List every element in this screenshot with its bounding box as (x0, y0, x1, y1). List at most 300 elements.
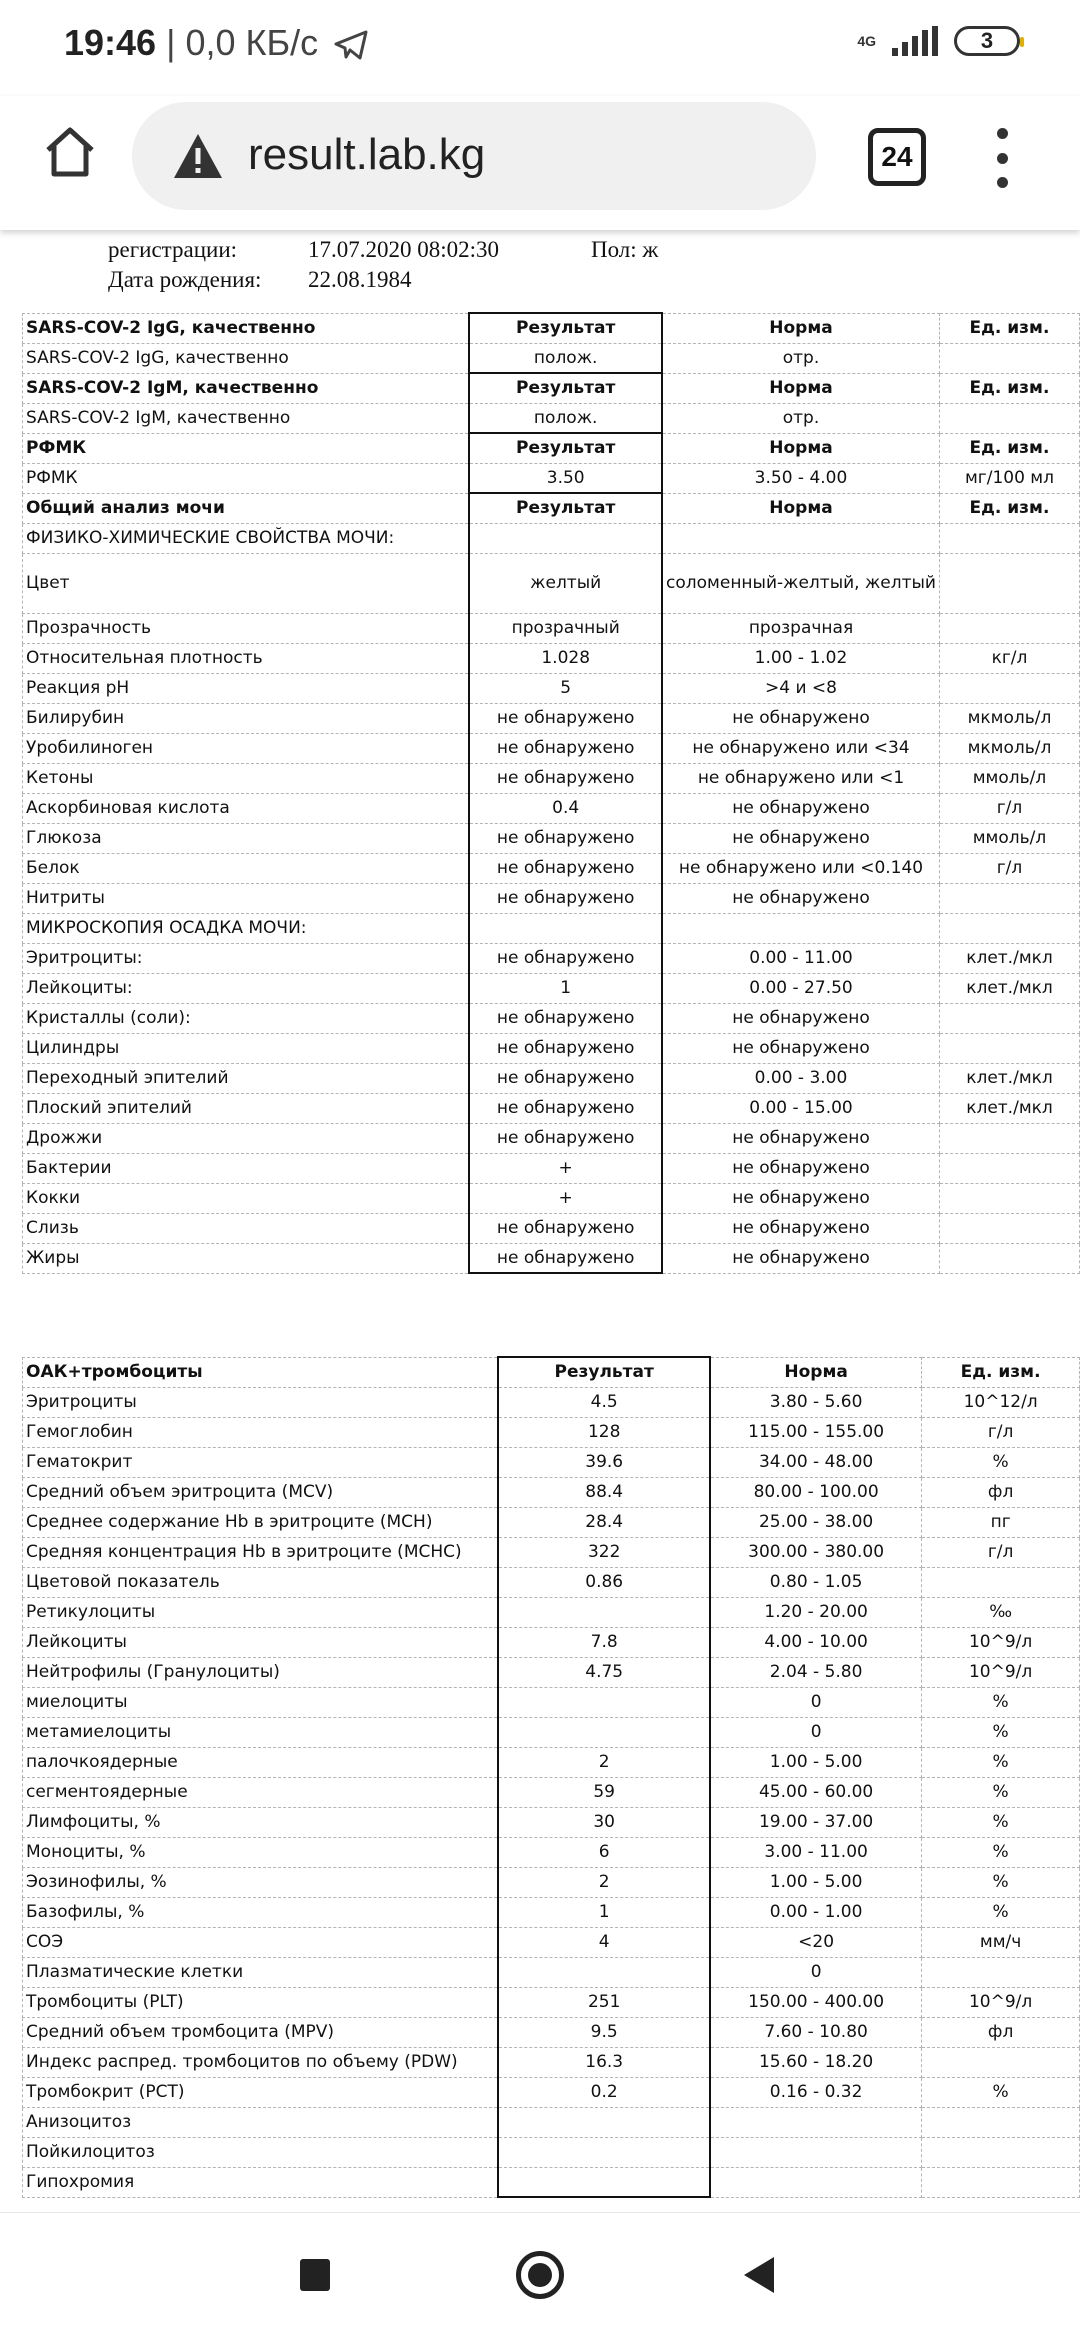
result-cell: + (469, 1153, 662, 1183)
test-name-cell: СОЭ (23, 1927, 499, 1957)
unit-cell (939, 403, 1079, 433)
norm-cell: 45.00 - 60.00 (710, 1777, 922, 1807)
result-cell: 128 (498, 1417, 710, 1447)
table-row (23, 523, 1080, 553)
test-name-cell: РФМК (23, 433, 470, 463)
test-name-cell: ФИЗИКО-ХИМИЧЕСКИЕ СВОЙСТВА МОЧИ: (23, 523, 470, 553)
norm-cell: 150.00 - 400.00 (710, 1987, 922, 2017)
test-name-cell: Слизь (23, 1213, 470, 1243)
norm-cell: Норма (662, 313, 939, 343)
result-cell: 4.75 (498, 1657, 710, 1687)
test-name-cell: Аскорбиновая кислота (23, 793, 470, 823)
result-cell (498, 2107, 710, 2137)
result-cell (469, 913, 662, 943)
test-name-cell: Лейкоциты: (23, 973, 470, 1003)
result-cell: не обнаружено (469, 1093, 662, 1123)
result-cell (498, 1957, 710, 1987)
table-row (23, 913, 1080, 943)
result-cell: не обнаружено (469, 1213, 662, 1243)
table-row (23, 793, 1080, 823)
table-row (23, 613, 1080, 643)
test-name-cell: Кокки (23, 1183, 470, 1213)
table-row (23, 883, 1080, 913)
test-name-cell: Индекс распред. тромбоцитов по объему (PDW) (23, 2047, 499, 2077)
home-button[interactable] (516, 2251, 564, 2299)
norm-cell: 4.00 - 10.00 (710, 1627, 922, 1657)
table-row (23, 1687, 1080, 1717)
result-cell: не обнаружено (469, 823, 662, 853)
test-name-cell: Пойкилоцитоз (23, 2137, 499, 2167)
norm-cell: 300.00 - 380.00 (710, 1537, 922, 1567)
table-row (23, 2137, 1080, 2167)
norm-cell: не обнаружено (662, 823, 939, 853)
result-cell: не обнаружено (469, 763, 662, 793)
separator: | (156, 22, 186, 63)
results-table-urine (22, 312, 1080, 1274)
norm-cell: отр. (662, 343, 939, 373)
result-cell: не обнаружено (469, 1003, 662, 1033)
unit-cell (939, 1003, 1079, 1033)
network-speed: 0,0 КБ/с (185, 22, 319, 63)
unit-cell: клет./мкл (939, 1063, 1079, 1093)
norm-cell: 0.00 - 27.50 (662, 973, 939, 1003)
norm-cell: 0 (710, 1687, 922, 1717)
table-row (23, 1567, 1080, 1597)
status-icons (857, 26, 1020, 56)
test-name-cell: Билирубин (23, 703, 470, 733)
navigation-bar (0, 2212, 1080, 2341)
norm-cell: не обнаружено (662, 1213, 939, 1243)
unit-cell (939, 553, 1079, 613)
test-name-cell: Эритроциты: (23, 943, 470, 973)
result-cell: прозрачный (469, 613, 662, 643)
unit-cell (939, 1033, 1079, 1063)
table-row (23, 1747, 1080, 1777)
table-row (23, 1987, 1080, 2017)
result-cell: 251 (498, 1987, 710, 2017)
battery-icon (954, 26, 1020, 56)
norm-cell: Норма (662, 433, 939, 463)
back-button[interactable] (744, 2257, 774, 2293)
table-row (23, 1447, 1080, 1477)
norm-cell: прозрачная (662, 613, 939, 643)
network-type: 4G (857, 33, 876, 49)
registration-value: 17.07.2020 08:02:30 (308, 237, 500, 262)
result-cell: полож. (469, 403, 662, 433)
result-cell: 3.50 (469, 463, 662, 493)
table-row (23, 1183, 1080, 1213)
result-cell: 1 (469, 973, 662, 1003)
table-row (23, 703, 1080, 733)
unit-cell: % (922, 1777, 1080, 1807)
result-cell: 39.6 (498, 1447, 710, 1477)
test-name-cell: Лимфоциты, % (23, 1807, 499, 1837)
table-row (23, 1597, 1080, 1627)
result-cell: 16.3 (498, 2047, 710, 2077)
unit-cell (939, 1243, 1079, 1273)
test-name-cell: Плазматические клетки (23, 1957, 499, 1987)
test-name-cell: Цветовой показатель (23, 1567, 499, 1597)
unit-cell (939, 1183, 1079, 1213)
table-row (23, 1123, 1080, 1153)
norm-cell: 3.00 - 11.00 (710, 1837, 922, 1867)
table-row (23, 1807, 1080, 1837)
norm-cell: не обнаружено (662, 1033, 939, 1063)
result-cell: не обнаружено (469, 853, 662, 883)
unit-cell (939, 1153, 1079, 1183)
result-cell: 30 (498, 1807, 710, 1837)
unit-cell: % (922, 1447, 1080, 1477)
table-row (23, 1897, 1080, 1927)
table-row (23, 1063, 1080, 1093)
result-cell: полож. (469, 343, 662, 373)
norm-cell: Норма (662, 373, 939, 403)
norm-cell: 2.04 - 5.80 (710, 1657, 922, 1687)
result-cell (498, 2137, 710, 2167)
unit-cell: пг (922, 1507, 1080, 1537)
table-row (23, 643, 1080, 673)
test-name-cell: Среднее содержание Hb в эритроците (MCH) (23, 1507, 499, 1537)
unit-cell: клет./мкл (939, 943, 1079, 973)
unit-cell: фл (922, 2017, 1080, 2047)
test-name-cell: Белок (23, 853, 470, 883)
norm-cell: не обнаружено (662, 1183, 939, 1213)
norm-cell: 3.50 - 4.00 (662, 463, 939, 493)
unit-cell (939, 883, 1079, 913)
norm-cell (662, 913, 939, 943)
test-name-cell: SARS-COV-2 IgG, качественно (23, 343, 470, 373)
norm-cell: не обнаружено (662, 883, 939, 913)
norm-cell: 115.00 - 155.00 (710, 1417, 922, 1447)
test-name-cell: Тромбоциты (PLT) (23, 1987, 499, 2017)
unit-cell: мг/100 мл (939, 463, 1079, 493)
norm-cell: 0 (710, 1957, 922, 1987)
test-name-cell: Гипохромия (23, 2167, 499, 2197)
unit-cell (922, 1957, 1080, 1987)
norm-cell: Норма (710, 1357, 922, 1387)
warning-icon[interactable] (172, 132, 224, 180)
table-row (23, 1507, 1080, 1537)
test-name-cell: SARS-COV-2 IgG, качественно (23, 313, 470, 343)
sex-label: Пол: ж (591, 237, 659, 262)
table-row (23, 1213, 1080, 1243)
table-row (23, 403, 1080, 433)
norm-cell: не обнаружено (662, 1153, 939, 1183)
norm-cell: 0 (710, 1717, 922, 1747)
norm-cell: не обнаружено или <0.140 (662, 853, 939, 883)
test-name-cell: Плоский эпителий (23, 1093, 470, 1123)
status-bar (0, 0, 1080, 96)
table-row (23, 673, 1080, 703)
table-row (23, 973, 1080, 1003)
unit-cell (922, 2167, 1080, 2197)
norm-cell: отр. (662, 403, 939, 433)
table-row (23, 1387, 1080, 1417)
unit-cell: г/л (939, 853, 1079, 883)
table-row (23, 1867, 1080, 1897)
norm-cell: 15.60 - 18.20 (710, 2047, 922, 2077)
unit-cell: ммоль/л (939, 823, 1079, 853)
test-name-cell: Бактерии (23, 1153, 470, 1183)
result-cell (498, 1687, 710, 1717)
unit-cell: 10^9/л (922, 1657, 1080, 1687)
test-name-cell: Цвет (23, 553, 470, 613)
table-row (23, 1417, 1080, 1447)
table-header-row (23, 493, 1080, 523)
test-name-cell: Нейтрофилы (Гранулоциты) (23, 1657, 499, 1687)
browser-toolbar (0, 96, 1080, 230)
table-row (23, 343, 1080, 373)
unit-cell: % (922, 1897, 1080, 1927)
result-cell: 6 (498, 1837, 710, 1867)
result-cell: Результат (469, 313, 662, 343)
birthdate-value: 22.08.1984 (308, 267, 412, 292)
test-name-cell: Эозинофилы, % (23, 1867, 499, 1897)
result-cell: 2 (498, 1867, 710, 1897)
table-row (23, 1957, 1080, 1987)
result-cell: 0.4 (469, 793, 662, 823)
test-name-cell: Кетоны (23, 763, 470, 793)
unit-cell (939, 343, 1079, 373)
birthdate-label: Дата рождения: (108, 267, 262, 292)
table-row (23, 1657, 1080, 1687)
patient-info (106, 234, 660, 296)
test-name-cell: Эритроциты (23, 1387, 499, 1417)
norm-cell: 7.60 - 10.80 (710, 2017, 922, 2047)
result-cell (498, 1717, 710, 1747)
unit-cell (922, 2107, 1080, 2137)
unit-cell: мкмоль/л (939, 733, 1079, 763)
table-header-row (23, 373, 1080, 403)
test-name-cell: SARS-COV-2 IgM, качественно (23, 373, 470, 403)
test-name-cell: Моноциты, % (23, 1837, 499, 1867)
table-row (23, 823, 1080, 853)
unit-cell: % (922, 1747, 1080, 1777)
test-name-cell: Лейкоциты (23, 1627, 499, 1657)
norm-cell: 1.00 - 5.00 (710, 1867, 922, 1897)
result-cell (498, 1597, 710, 1627)
norm-cell: 25.00 - 38.00 (710, 1507, 922, 1537)
tab-switcher-button[interactable]: 24 (868, 128, 926, 186)
test-name-cell: Реакция pH (23, 673, 470, 703)
test-name-cell: Ретикулоциты (23, 1597, 499, 1627)
norm-cell (710, 2137, 922, 2167)
unit-cell: Ед. изм. (939, 373, 1079, 403)
result-cell: 1 (498, 1897, 710, 1927)
norm-cell: не обнаружено (662, 1243, 939, 1273)
norm-cell (710, 2107, 922, 2137)
result-cell: + (469, 1183, 662, 1213)
norm-cell: не обнаружено (662, 793, 939, 823)
table-row (23, 1837, 1080, 1867)
norm-cell (710, 2167, 922, 2197)
unit-cell: 10^9/л (922, 1987, 1080, 2017)
test-name-cell: Средний объем эритроцита (MCV) (23, 1477, 499, 1507)
norm-cell: 0.00 - 1.00 (710, 1897, 922, 1927)
norm-cell: 1.00 - 5.00 (710, 1747, 922, 1777)
unit-cell (939, 673, 1079, 703)
table-row (23, 733, 1080, 763)
test-name-cell: МИКРОСКОПИЯ ОСАДКА МОЧИ: (23, 913, 470, 943)
norm-cell: соломенный-желтый, желтый (662, 553, 939, 613)
table-row (23, 2107, 1080, 2137)
test-name-cell: Гемоглобин (23, 1417, 499, 1447)
table-row (23, 1717, 1080, 1747)
table-row (23, 1477, 1080, 1507)
unit-cell: клет./мкл (939, 1093, 1079, 1123)
table-row (23, 1033, 1080, 1063)
registration-label: регистрации: (108, 237, 238, 262)
page-content (0, 230, 1080, 2212)
test-name-cell: Жиры (23, 1243, 470, 1273)
unit-cell: % (922, 1687, 1080, 1717)
table-header-row (23, 433, 1080, 463)
test-name-cell: Относительная плотность (23, 643, 470, 673)
test-name-cell: Тромбокрит (PCT) (23, 2077, 499, 2107)
unit-cell: г/л (939, 793, 1079, 823)
unit-cell (939, 523, 1079, 553)
test-name-cell: РФМК (23, 463, 470, 493)
norm-cell: 0.00 - 11.00 (662, 943, 939, 973)
table-row (23, 1537, 1080, 1567)
unit-cell: % (922, 1807, 1080, 1837)
result-cell: желтый (469, 553, 662, 613)
norm-cell: 1.00 - 1.02 (662, 643, 939, 673)
status-time (64, 22, 368, 64)
unit-cell: 10^12/л (922, 1387, 1080, 1417)
norm-cell: 19.00 - 37.00 (710, 1807, 922, 1837)
clock: 19:46 (64, 22, 157, 63)
result-cell: 1.028 (469, 643, 662, 673)
battery-level: 3 (980, 28, 994, 53)
result-cell: 4 (498, 1927, 710, 1957)
norm-cell: 0.80 - 1.05 (710, 1567, 922, 1597)
overflow-menu-icon[interactable] (996, 128, 1008, 188)
norm-cell: 3.80 - 5.60 (710, 1387, 922, 1417)
test-name-cell: Гематокрит (23, 1447, 499, 1477)
test-name-cell: ОАК+тромбоциты (23, 1357, 499, 1387)
unit-cell: % (922, 1717, 1080, 1747)
home-icon[interactable] (40, 122, 100, 182)
result-cell: 5 (469, 673, 662, 703)
result-cell: Результат (469, 493, 662, 523)
result-cell: Результат (469, 433, 662, 463)
result-cell: 4.5 (498, 1387, 710, 1417)
result-cell: 2 (498, 1747, 710, 1777)
unit-cell: Ед. изм. (939, 313, 1079, 343)
test-name-cell: Уробилиноген (23, 733, 470, 763)
test-name-cell: миелоциты (23, 1687, 499, 1717)
table-row (23, 1927, 1080, 1957)
unit-cell: кг/л (939, 643, 1079, 673)
result-cell: 9.5 (498, 2017, 710, 2047)
result-cell (498, 2167, 710, 2197)
norm-cell: 80.00 - 100.00 (710, 1477, 922, 1507)
result-cell: 0.2 (498, 2077, 710, 2107)
result-cell: не обнаружено (469, 733, 662, 763)
norm-cell: не обнаружено (662, 1123, 939, 1153)
table-row (23, 1003, 1080, 1033)
unit-cell: Ед. изм. (939, 433, 1079, 463)
test-name-cell: Базофилы, % (23, 1897, 499, 1927)
norm-cell: 1.20 - 20.00 (710, 1597, 922, 1627)
table-row (23, 2017, 1080, 2047)
result-cell: не обнаружено (469, 1033, 662, 1063)
table-row (23, 1153, 1080, 1183)
test-name-cell: сегментоядерные (23, 1777, 499, 1807)
unit-cell: мм/ч (922, 1927, 1080, 1957)
test-name-cell: SARS-COV-2 IgM, качественно (23, 403, 470, 433)
norm-cell: не обнаружено (662, 703, 939, 733)
result-cell: не обнаружено (469, 943, 662, 973)
results-table-cbc (22, 1356, 1080, 2198)
result-cell: 28.4 (498, 1507, 710, 1537)
table-row (23, 2167, 1080, 2197)
result-cell: Результат (498, 1357, 710, 1387)
unit-cell: клет./мкл (939, 973, 1079, 1003)
table-row (23, 463, 1080, 493)
norm-cell: >4 и <8 (662, 673, 939, 703)
unit-cell (939, 1123, 1079, 1153)
norm-cell: не обнаружено (662, 1003, 939, 1033)
unit-cell: мкмоль/л (939, 703, 1079, 733)
address-bar[interactable] (132, 102, 816, 210)
norm-cell: не обнаружено или <34 (662, 733, 939, 763)
url-text[interactable]: result.lab.kg (248, 130, 486, 179)
unit-cell: фл (922, 1477, 1080, 1507)
test-name-cell: Анизоцитоз (23, 2107, 499, 2137)
result-cell: не обнаружено (469, 883, 662, 913)
table-row (23, 553, 1080, 613)
result-cell: 322 (498, 1537, 710, 1567)
unit-cell: % (922, 1867, 1080, 1897)
result-cell: 59 (498, 1777, 710, 1807)
recents-button[interactable] (300, 2259, 330, 2291)
table-row (23, 1243, 1080, 1273)
unit-cell: г/л (922, 1537, 1080, 1567)
table-row (23, 1777, 1080, 1807)
unit-cell (939, 913, 1079, 943)
result-cell: не обнаружено (469, 703, 662, 733)
test-name-cell: палочкоядерные (23, 1747, 499, 1777)
norm-cell: 0.00 - 15.00 (662, 1093, 939, 1123)
table-row (23, 1093, 1080, 1123)
result-cell (469, 523, 662, 553)
unit-cell (922, 2047, 1080, 2077)
test-name-cell: метамиелоциты (23, 1717, 499, 1747)
unit-cell: Ед. изм. (922, 1357, 1080, 1387)
test-name-cell: Нитриты (23, 883, 470, 913)
result-cell: не обнаружено (469, 1123, 662, 1153)
result-cell: не обнаружено (469, 1063, 662, 1093)
unit-cell: % (922, 2077, 1080, 2107)
unit-cell: ‰ (922, 1597, 1080, 1627)
unit-cell: 10^9/л (922, 1627, 1080, 1657)
test-name-cell: Переходный эпителий (23, 1063, 470, 1093)
norm-cell: не обнаружено или <1 (662, 763, 939, 793)
result-cell: Результат (469, 373, 662, 403)
norm-cell (662, 523, 939, 553)
test-name-cell: Глюкоза (23, 823, 470, 853)
unit-cell (922, 2137, 1080, 2167)
table-header-row (23, 313, 1080, 343)
table-row (23, 763, 1080, 793)
unit-cell: г/л (922, 1417, 1080, 1447)
test-name-cell: Прозрачность (23, 613, 470, 643)
result-cell: не обнаружено (469, 1243, 662, 1273)
unit-cell (922, 1567, 1080, 1597)
table-row (23, 2077, 1080, 2107)
